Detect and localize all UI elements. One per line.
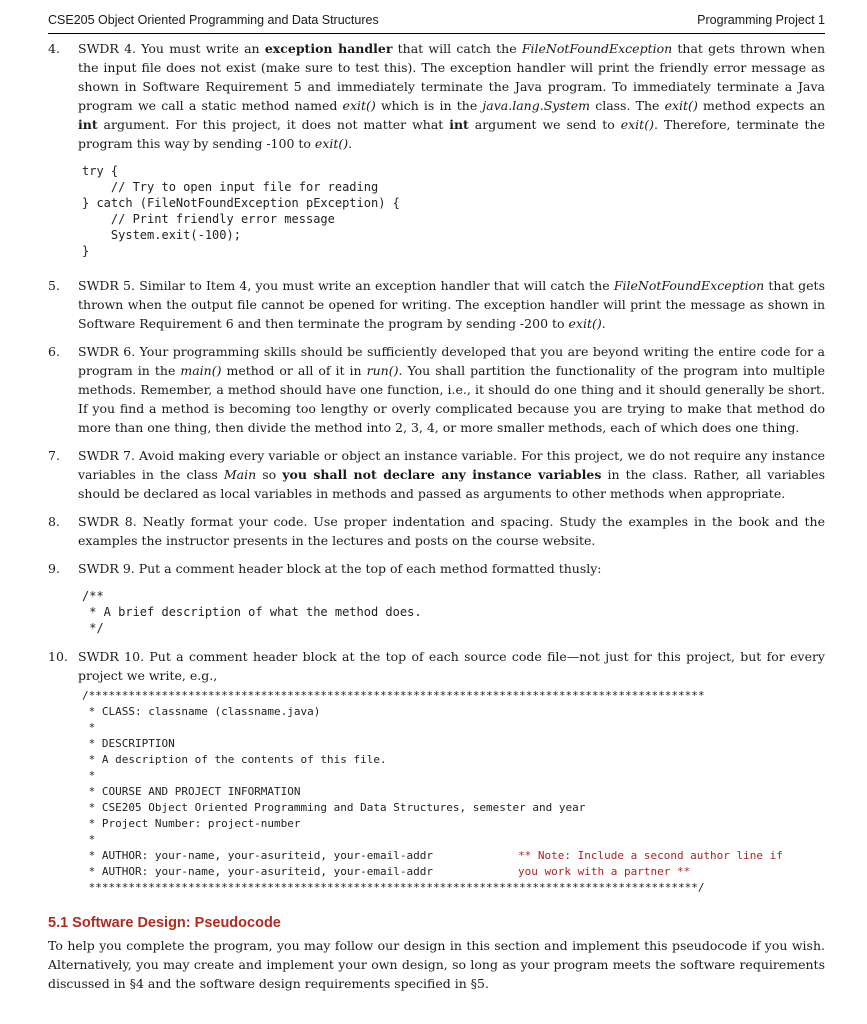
item-text: SWDR 10. Put a comment header block at the top of each source code file—not just for this project, but for every project we write, e.g., — [78, 649, 825, 683]
item-text: SWDR 5. Similar to Item 4, you must write an exception handler that will catch the FileNotFoundException that gets thrown when the output file cannot be opened for writing. The exception handler will print the message as shown in Software Requirement 6 and then terminate the program by sending -200 to exit(). — [78, 278, 825, 331]
header-rule — [48, 33, 825, 34]
list-item-9 — [48, 559, 825, 578]
list-item-5 — [48, 276, 825, 333]
course-title: CSE205 Object Oriented Programming and Data Structures — [48, 13, 379, 27]
item-text: SWDR 8. Neatly format your code. Use proper indentation and spacing. Study the examples in the book and the examples the instructor presents in the lectures and posts on the course website. — [78, 514, 825, 548]
item-number: 10. — [48, 649, 68, 664]
author-note-line-2: you work with a partner ** — [518, 865, 691, 878]
item-number: 9. — [48, 561, 60, 576]
item-number: 7. — [48, 448, 60, 463]
list-item-6 — [48, 342, 825, 437]
section-paragraph: To help you complete the program, you may follow our design in this section and implement this pseudocode if you wish. Alternatively, you may create and implement your own design, so long as your program meets the software requirements discussed in §4 and the software design requirements specified in §5. — [48, 938, 825, 991]
item-text: SWDR 6. Your programming skills should be sufficiently developed that you are beyond writing the entire code for a program in the main() method or all of it in run(). You shall partition the functionality of the program into multiple methods. Remember, a method should have one function, i.e., it should do one thing and it should generally be short. If you find a method is becoming too lengthy or overly complicated because you are trying to make that method do more than one thing, then divide the method into 2, 3, 4, or more smaller methods, each of which does one thing. — [78, 344, 825, 435]
item-number: 5. — [48, 278, 60, 293]
item-text: SWDR 4. You must write an exception handler that will catch the FileNotFoundException that gets thrown when the input file does not exist (make sure to test this). The exception handler will print the friendly error message as shown in Software Requirement 5 and immediately terminate the Java program. To immediately terminate a Java program we call a static method named exit() which is in the java.lang.System class. The exit() method expects an int argument. For this project, it does not matter what int argument we send to exit(). Therefore, terminate the program this way by sending -100 to exit(). — [78, 41, 826, 151]
project-title: Programming Project 1 — [697, 13, 825, 27]
comment-top-border: /********************************************************************************************* — [82, 689, 705, 702]
code-block-method-header: /** * A brief description of what the method does. */ — [82, 589, 422, 635]
item-text: SWDR 9. Put a comment header block at the top of each method formatted thusly: — [78, 561, 602, 576]
list-item-8 — [48, 512, 825, 550]
list-item-7 — [48, 446, 825, 503]
page-header — [48, 13, 825, 33]
comment-bottom-border: ********************************************************************************************/ — [82, 881, 705, 894]
item-number: 8. — [48, 514, 60, 529]
code-block-try-catch: try { // Try to open input file for reading } catch (FileNotFoundException pException) { // Print friendly error message System.exit(-100); } — [82, 164, 400, 258]
item-text: SWDR 7. Avoid making every variable or object an instance variable. For this project, we do not require any instance variables in the class Main so you shall not declare any instance variables in the class. Rather, all variables should be declared as local variables in methods and passed as arguments to other methods when appropriate. — [78, 448, 825, 501]
list-item-10 — [48, 647, 825, 685]
list-item-4 — [48, 39, 825, 153]
section-heading: 5.1 Software Design: Pseudocode — [48, 915, 281, 931]
item-number: 6. — [48, 344, 60, 359]
author-note-line-1: ** Note: Include a second author line if — [518, 849, 783, 862]
item-number: 4. — [48, 41, 60, 56]
code-block-file-header: /********************************************************************************************* * CLASS: classname (classname.java) * * DESCRIPTION * A description of the contents of this file. * * COURSE AND PROJECT INFORMATION * CSE205 Object Oriented Programming and Data Structures, semester and year * Project Number: project-number * * AUTHOR: your-name, your-asuriteid, your-email-addr ** Note: Include a second author line if * AUTHOR: your-name, your-asuriteid, your-email-addr you work with a partner ** ********************************************************************************************/ — [82, 688, 818, 896]
